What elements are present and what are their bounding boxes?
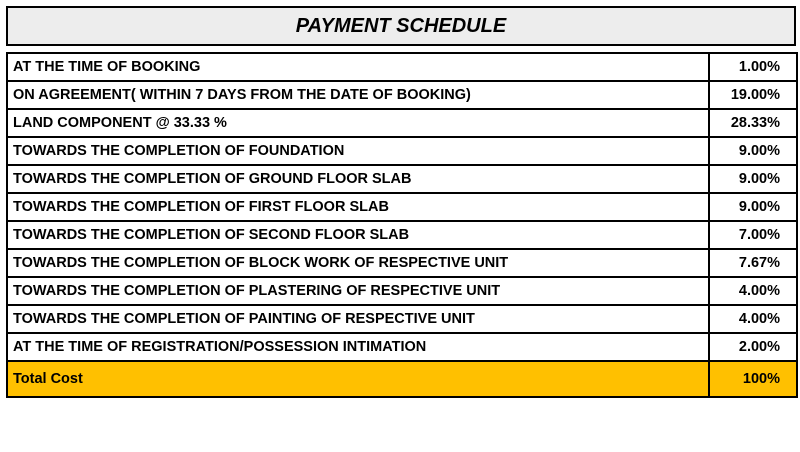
row-percent: 9.00% xyxy=(709,165,797,193)
row-percent: 28.33% xyxy=(709,109,797,137)
row-description: TOWARDS THE COMPLETION OF BLOCK WORK OF RESPECTIVE UNIT xyxy=(7,249,709,277)
row-description: TOWARDS THE COMPLETION OF PAINTING OF RESPECTIVE UNIT xyxy=(7,305,709,333)
row-percent: 7.67% xyxy=(709,249,797,277)
table-row xyxy=(7,249,797,277)
total-percent: 100% xyxy=(709,361,797,397)
table-row xyxy=(7,221,797,249)
table-row xyxy=(7,165,797,193)
total-row xyxy=(7,361,797,397)
row-percent: 7.00% xyxy=(709,221,797,249)
row-percent: 4.00% xyxy=(709,305,797,333)
table-row xyxy=(7,109,797,137)
row-percent: 1.00% xyxy=(709,53,797,81)
row-percent: 4.00% xyxy=(709,277,797,305)
row-description: LAND COMPONENT @ 33.33 % xyxy=(7,109,709,137)
table-row xyxy=(7,305,797,333)
table-row xyxy=(7,333,797,361)
table-row xyxy=(7,193,797,221)
row-description: ON AGREEMENT( WITHIN 7 DAYS FROM THE DATE OF BOOKING) xyxy=(7,81,709,109)
row-percent: 19.00% xyxy=(709,81,797,109)
table-row xyxy=(7,53,797,81)
table-row xyxy=(7,137,797,165)
table-row xyxy=(7,277,797,305)
payment-schedule-table xyxy=(6,52,798,398)
row-description: TOWARDS THE COMPLETION OF FOUNDATION xyxy=(7,137,709,165)
row-description: AT THE TIME OF REGISTRATION/POSSESSION INTIMATION xyxy=(7,333,709,361)
page-title: PAYMENT SCHEDULE xyxy=(6,6,796,46)
row-description: TOWARDS THE COMPLETION OF GROUND FLOOR SLAB xyxy=(7,165,709,193)
total-label: Total Cost xyxy=(7,361,709,397)
table-row xyxy=(7,81,797,109)
row-description: TOWARDS THE COMPLETION OF FIRST FLOOR SLAB xyxy=(7,193,709,221)
row-percent: 2.00% xyxy=(709,333,797,361)
row-percent: 9.00% xyxy=(709,137,797,165)
row-description: TOWARDS THE COMPLETION OF SECOND FLOOR SLAB xyxy=(7,221,709,249)
row-description: AT THE TIME OF BOOKING xyxy=(7,53,709,81)
row-percent: 9.00% xyxy=(709,193,797,221)
row-description: TOWARDS THE COMPLETION OF PLASTERING OF RESPECTIVE UNIT xyxy=(7,277,709,305)
